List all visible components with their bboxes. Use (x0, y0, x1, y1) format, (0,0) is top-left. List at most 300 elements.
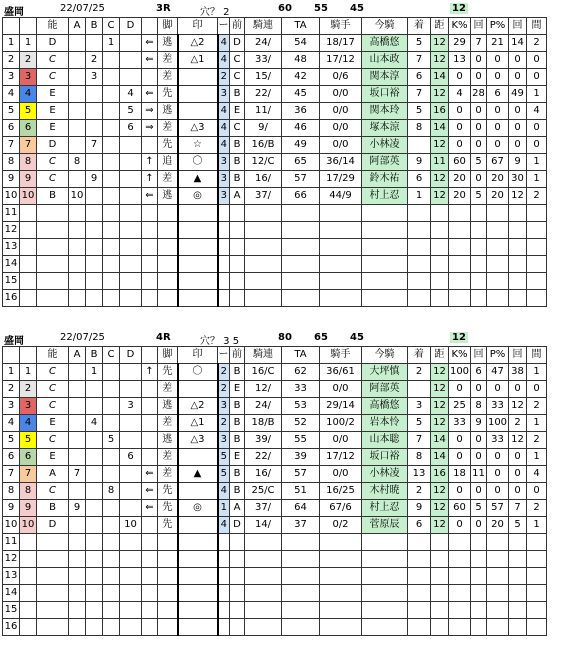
p-count-cell: 38 (509, 364, 527, 381)
column-header: TA (282, 347, 320, 364)
interval-cell (527, 568, 547, 585)
column-header (142, 18, 158, 35)
ta-cell: 57 (282, 466, 320, 483)
table-row (3, 256, 547, 273)
p-pct-cell: 57 (487, 500, 509, 517)
header-value-2: 55 (314, 3, 328, 14)
interval-cell: 1 (527, 86, 547, 103)
rank-c-cell (103, 381, 120, 398)
ta-cell: 37 (282, 517, 320, 534)
mark-score-cell (218, 551, 230, 568)
venue-label: 盛岡 (4, 7, 24, 18)
column-header: K% (449, 18, 471, 35)
interval-cell: 1 (527, 364, 547, 381)
front-cell: C (230, 52, 245, 69)
finish-cell (408, 619, 431, 636)
mark-score-cell (218, 534, 230, 551)
jockey-combo-cell: 33/ (245, 52, 282, 69)
finish-cell (408, 137, 431, 154)
horse-number-cell: 5 (20, 432, 37, 449)
distance-cell: 12 (431, 364, 449, 381)
ability-cell: C (37, 52, 69, 69)
k-pct-cell: 13 (449, 52, 471, 69)
arrow-cell (142, 69, 158, 86)
mark-cell: △1 (178, 52, 218, 69)
current-jockey-cell: 木村暁 (362, 483, 408, 500)
race-header (0, 329, 573, 347)
rank-c-cell (103, 171, 120, 188)
horse-number-cell (20, 290, 37, 307)
mark-cell (178, 483, 218, 500)
p-count-cell: 14 (509, 35, 527, 52)
jockey-combo-cell: 16/ (245, 466, 282, 483)
front-cell (230, 205, 245, 222)
current-jockey-cell: 小林凌 (362, 137, 408, 154)
horse-number-cell (20, 568, 37, 585)
rank-b-cell (86, 551, 103, 568)
header-value-1: 80 (278, 332, 292, 343)
k-pct-cell (449, 205, 471, 222)
p-count-cell: 0 (509, 381, 527, 398)
rank-b-cell (86, 154, 103, 171)
ta-cell: 46 (282, 120, 320, 137)
k-count-cell: 0 (471, 517, 487, 534)
jockey-combo-cell (245, 602, 282, 619)
jockey-combo-cell: 14/ (245, 517, 282, 534)
jockey-cell (320, 568, 362, 585)
row-number-cell: 6 (3, 449, 20, 466)
k-pct-cell: 0 (449, 483, 471, 500)
horse-number-cell: 1 (20, 35, 37, 52)
horse-number-cell (20, 534, 37, 551)
rank-d-cell: 10 (120, 517, 142, 534)
ability-cell: C (37, 398, 69, 415)
table-row (3, 120, 547, 137)
race-header (0, 0, 573, 18)
table-row (3, 483, 547, 500)
mark-score-cell (218, 222, 230, 239)
mark-score-cell (218, 205, 230, 222)
interval-cell (527, 551, 547, 568)
ta-cell: 52 (282, 415, 320, 432)
rank-d-cell (120, 534, 142, 551)
jockey-cell (320, 239, 362, 256)
finish-cell (408, 273, 431, 290)
column-header: A (69, 18, 86, 35)
jockey-cell: 100/2 (320, 415, 362, 432)
style-cell: 差 (158, 449, 178, 466)
p-count-cell: 0 (509, 483, 527, 500)
style-cell: 先 (158, 517, 178, 534)
mark-score-cell: 4 (218, 103, 230, 120)
column-header: 騎手 (320, 18, 362, 35)
rank-c-cell (103, 205, 120, 222)
horse-number-cell (20, 256, 37, 273)
front-cell: E (230, 381, 245, 398)
p-pct-cell: 67 (487, 154, 509, 171)
interval-cell: 2 (527, 188, 547, 205)
current-jockey-cell (362, 551, 408, 568)
horse-number-cell: 4 (20, 86, 37, 103)
arrow-cell (142, 256, 158, 273)
ta-cell: 42 (282, 69, 320, 86)
jockey-cell: 29/14 (320, 398, 362, 415)
row-number-cell: 7 (3, 466, 20, 483)
k-count-cell (471, 290, 487, 307)
ta-cell (282, 205, 320, 222)
column-header: 着 (408, 18, 431, 35)
mark-score-cell: 4 (218, 483, 230, 500)
arrow-cell (142, 449, 158, 466)
jockey-cell (320, 534, 362, 551)
mark-score-cell (218, 290, 230, 307)
front-cell: B (230, 415, 245, 432)
current-jockey-cell (362, 290, 408, 307)
rank-d-cell (120, 256, 142, 273)
p-pct-cell (487, 534, 509, 551)
table-row (3, 205, 547, 222)
rank-b-cell (86, 432, 103, 449)
p-pct-cell: 0 (487, 466, 509, 483)
rank-b-cell (86, 103, 103, 120)
rank-a-cell (69, 517, 86, 534)
interval-cell (527, 585, 547, 602)
column-header: 騎手 (320, 347, 362, 364)
p-pct-cell: 20 (487, 517, 509, 534)
p-pct-cell (487, 619, 509, 636)
p-count-cell: 0 (509, 137, 527, 154)
row-number-cell: 16 (3, 290, 20, 307)
header-value-1: 60 (278, 3, 292, 14)
finish-cell: 2 (408, 483, 431, 500)
interval-cell: 1 (527, 449, 547, 466)
rank-d-cell (120, 466, 142, 483)
mark-score-cell (218, 568, 230, 585)
rank-b-cell (86, 500, 103, 517)
k-pct-cell: 20 (449, 171, 471, 188)
arrow-cell: ⇐ (142, 188, 158, 205)
k-count-cell (471, 534, 487, 551)
table-row (3, 188, 547, 205)
ability-cell (37, 602, 69, 619)
rank-c-cell: 8 (103, 483, 120, 500)
row-number-cell: 4 (3, 86, 20, 103)
table-row (3, 619, 547, 636)
table-row (3, 69, 547, 86)
jockey-combo-cell: 15/ (245, 69, 282, 86)
horse-number-cell (20, 273, 37, 290)
ta-cell: 62 (282, 364, 320, 381)
mark-score-cell: 2 (218, 381, 230, 398)
ability-cell (37, 222, 69, 239)
column-header: K% (449, 347, 471, 364)
rank-b-cell: 3 (86, 69, 103, 86)
distance-cell: 12 (431, 35, 449, 52)
column-header: ー (218, 347, 230, 364)
front-cell (230, 619, 245, 636)
k-pct-cell: 0 (449, 449, 471, 466)
mark-score-cell: 4 (218, 35, 230, 52)
arrow-cell (142, 205, 158, 222)
k-count-cell: 0 (471, 120, 487, 137)
p-count-cell: 0 (509, 69, 527, 86)
jockey-cell (320, 205, 362, 222)
mark-score-cell (218, 619, 230, 636)
column-header: C (103, 18, 120, 35)
rank-d-cell (120, 188, 142, 205)
column-header: 能 (37, 18, 69, 35)
p-pct-cell (487, 205, 509, 222)
k-count-cell (471, 585, 487, 602)
jockey-cell: 17/29 (320, 171, 362, 188)
arrow-cell (142, 432, 158, 449)
finish-cell: 9 (408, 500, 431, 517)
row-number-cell: 6 (3, 120, 20, 137)
table-row (3, 415, 547, 432)
p-count-cell (509, 534, 527, 551)
ability-cell: E (37, 86, 69, 103)
p-pct-cell: 21 (487, 35, 509, 52)
finish-cell: 7 (408, 52, 431, 69)
column-header: ー (218, 18, 230, 35)
ta-cell: 33 (282, 381, 320, 398)
p-pct-cell (487, 585, 509, 602)
rank-d-cell (120, 222, 142, 239)
mark-score-cell (218, 256, 230, 273)
current-jockey-cell: 小林凌 (362, 466, 408, 483)
rank-c-cell: 1 (103, 35, 120, 52)
rank-c-cell (103, 290, 120, 307)
header-value-4: 12 (452, 3, 466, 14)
horse-number-cell: 7 (20, 137, 37, 154)
table-row (3, 239, 547, 256)
distance-cell: 12 (431, 86, 449, 103)
ability-cell (37, 568, 69, 585)
mark-cell (178, 381, 218, 398)
rank-a-cell (69, 449, 86, 466)
interval-cell (527, 222, 547, 239)
current-jockey-cell (362, 273, 408, 290)
ta-cell (282, 568, 320, 585)
mark-score-cell: 3 (218, 154, 230, 171)
column-header: 騎連 (245, 18, 282, 35)
current-jockey-cell (362, 619, 408, 636)
ta-cell: 49 (282, 137, 320, 154)
column-header: 脚 (158, 18, 178, 35)
jockey-combo-cell: 9/ (245, 120, 282, 137)
interval-cell: 1 (527, 517, 547, 534)
arrow-cell (142, 568, 158, 585)
row-number-cell: 1 (3, 35, 20, 52)
p-count-cell (509, 585, 527, 602)
mark-score-cell (218, 602, 230, 619)
p-count-cell (509, 222, 527, 239)
front-cell (230, 256, 245, 273)
p-count-cell: 5 (509, 517, 527, 534)
jockey-combo-cell (245, 239, 282, 256)
ta-cell (282, 273, 320, 290)
column-header: 間 (527, 18, 547, 35)
table-row (3, 103, 547, 120)
horse-number-cell: 6 (20, 120, 37, 137)
k-count-cell (471, 602, 487, 619)
mark-score-cell: 3 (218, 398, 230, 415)
mark-cell: ▲ (178, 466, 218, 483)
jockey-cell: 36/14 (320, 154, 362, 171)
rank-a-cell (69, 381, 86, 398)
rank-c-cell (103, 86, 120, 103)
finish-cell: 6 (408, 69, 431, 86)
mark-score-cell (218, 273, 230, 290)
arrow-cell (142, 290, 158, 307)
distance-cell: 16 (431, 466, 449, 483)
rank-d-cell: 4 (120, 86, 142, 103)
ability-cell: E (37, 103, 69, 120)
ability-cell: C (37, 432, 69, 449)
rank-a-cell (69, 171, 86, 188)
rank-b-cell (86, 205, 103, 222)
jockey-combo-cell: 12/C (245, 154, 282, 171)
p-count-cell (509, 619, 527, 636)
rank-b-cell (86, 568, 103, 585)
ta-cell: 54 (282, 35, 320, 52)
current-jockey-cell: 高橋悠 (362, 398, 408, 415)
style-cell: 差 (158, 120, 178, 137)
rank-d-cell: 3 (120, 398, 142, 415)
ta-cell: 51 (282, 483, 320, 500)
jockey-cell (320, 273, 362, 290)
table-row (3, 449, 547, 466)
mark-score-cell (218, 239, 230, 256)
p-count-cell: 49 (509, 86, 527, 103)
jockey-cell: 67/6 (320, 500, 362, 517)
front-cell (230, 551, 245, 568)
k-pct-cell (449, 273, 471, 290)
rank-c-cell (103, 364, 120, 381)
front-cell: B (230, 432, 245, 449)
mark-score-cell: 3 (218, 188, 230, 205)
rank-c-cell (103, 602, 120, 619)
column-header: 脚 (158, 347, 178, 364)
row-number-cell: 8 (3, 483, 20, 500)
finish-cell: 13 (408, 466, 431, 483)
current-jockey-cell: 大坪慎 (362, 364, 408, 381)
style-cell: 差 (158, 171, 178, 188)
rank-b-cell: 1 (86, 364, 103, 381)
table-row (3, 568, 547, 585)
rank-a-cell (69, 585, 86, 602)
ability-cell: C (37, 171, 69, 188)
column-header: 今騎 (362, 18, 408, 35)
interval-cell: 2 (527, 500, 547, 517)
ability-cell: E (37, 449, 69, 466)
k-pct-cell (449, 290, 471, 307)
k-count-cell (471, 568, 487, 585)
mark-cell: △1 (178, 415, 218, 432)
style-cell (158, 273, 178, 290)
interval-cell: 2 (527, 398, 547, 415)
interval-cell: 0 (527, 69, 547, 86)
ability-cell: C (37, 154, 69, 171)
jockey-cell: 16/25 (320, 483, 362, 500)
front-cell: A (230, 500, 245, 517)
mark-cell (178, 273, 218, 290)
mark-cell: △2 (178, 398, 218, 415)
style-cell: 先 (158, 364, 178, 381)
interval-cell: 4 (527, 103, 547, 120)
jockey-combo-cell: 39/ (245, 432, 282, 449)
p-count-cell (509, 602, 527, 619)
rank-d-cell (120, 415, 142, 432)
finish-cell (408, 256, 431, 273)
front-cell (230, 585, 245, 602)
jockey-cell (320, 290, 362, 307)
current-jockey-cell (362, 568, 408, 585)
column-header: 前 (230, 18, 245, 35)
p-count-cell: 12 (509, 398, 527, 415)
interval-cell: 0 (527, 483, 547, 500)
p-count-cell: 30 (509, 171, 527, 188)
mark-cell: 〇 (178, 364, 218, 381)
front-cell: A (230, 188, 245, 205)
horse-number-cell: 5 (20, 103, 37, 120)
rank-b-cell: 2 (86, 52, 103, 69)
front-cell (230, 602, 245, 619)
rank-c-cell (103, 69, 120, 86)
row-number-cell: 1 (3, 364, 20, 381)
finish-cell: 1 (408, 188, 431, 205)
k-pct-cell: 25 (449, 398, 471, 415)
ability-cell (37, 585, 69, 602)
ta-cell (282, 551, 320, 568)
k-pct-cell: 0 (449, 517, 471, 534)
header-value-4: 12 (452, 332, 466, 343)
mark-cell (178, 585, 218, 602)
k-pct-cell: 33 (449, 415, 471, 432)
rank-d-cell (120, 602, 142, 619)
ta-cell (282, 290, 320, 307)
rank-a-cell (69, 137, 86, 154)
rank-b-cell (86, 381, 103, 398)
k-pct-cell: 0 (449, 432, 471, 449)
k-count-cell: 0 (471, 449, 487, 466)
jockey-cell: 0/0 (320, 137, 362, 154)
rank-c-cell (103, 466, 120, 483)
k-pct-cell (449, 551, 471, 568)
horse-number-cell: 9 (20, 500, 37, 517)
distance-cell: 14 (431, 120, 449, 137)
rank-b-cell (86, 222, 103, 239)
jockey-combo-cell (245, 534, 282, 551)
interval-cell (527, 256, 547, 273)
mark-cell (178, 69, 218, 86)
k-pct-cell (449, 568, 471, 585)
style-cell: 差 (158, 415, 178, 432)
column-header: 回 (471, 18, 487, 35)
p-count-cell: 9 (509, 154, 527, 171)
p-count-cell (509, 256, 527, 273)
p-count-cell: 12 (509, 188, 527, 205)
finish-cell (408, 602, 431, 619)
horse-number-cell: 7 (20, 466, 37, 483)
ta-cell: 53 (282, 398, 320, 415)
jockey-cell (320, 551, 362, 568)
rank-b-cell (86, 517, 103, 534)
ability-cell (37, 205, 69, 222)
jockey-cell: 17/12 (320, 449, 362, 466)
jockey-combo-cell: 16/ (245, 171, 282, 188)
distance-cell (431, 239, 449, 256)
